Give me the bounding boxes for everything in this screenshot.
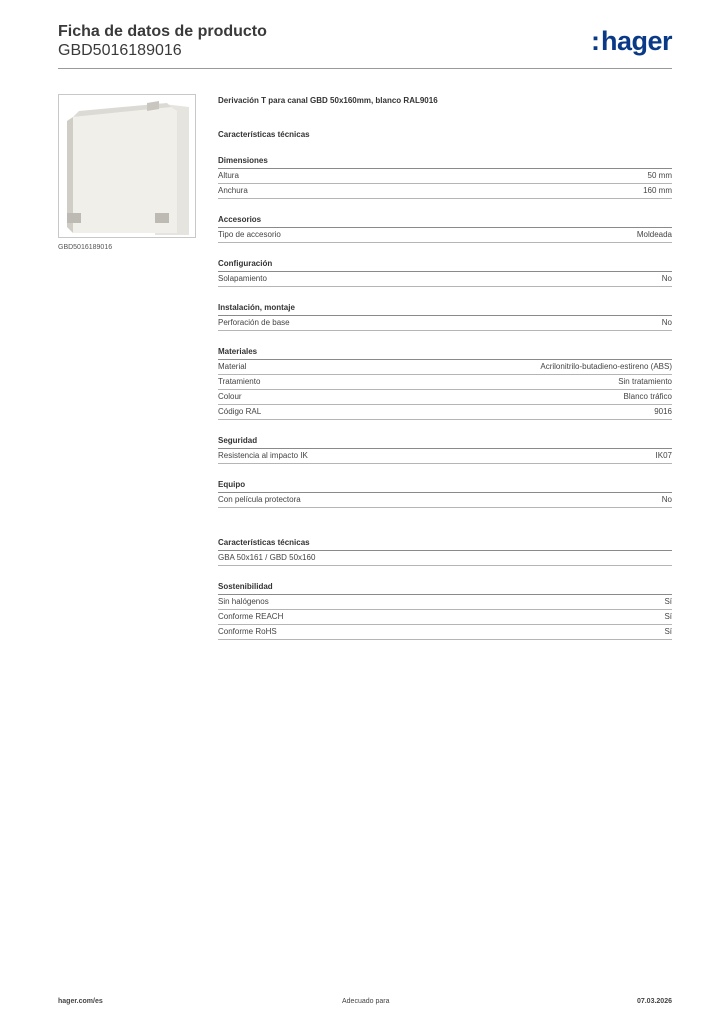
section-dimensions	[218, 156, 672, 199]
section-title: Materiales	[218, 347, 672, 360]
section-safety	[218, 436, 672, 464]
spec-row: Material Acrilonitrilo-butadieno-estireno (ABS)	[218, 360, 672, 375]
spec-row: Perforación de base No	[218, 316, 672, 331]
section-equipment	[218, 480, 672, 508]
spec-row: Tipo de accesorio Moldeada	[218, 228, 672, 243]
section-accessories	[218, 215, 672, 243]
footer-suitable-for: Adecuado para	[342, 998, 390, 1005]
product-image	[58, 94, 196, 238]
product-code: GBD5016189016	[58, 42, 182, 59]
spec-row: Tratamiento Sin tratamiento	[218, 375, 672, 390]
footer-date: 07.03.2026	[636, 998, 672, 1005]
section-title: Sostenibilidad	[218, 582, 672, 595]
section-title: Instalación, montaje	[218, 303, 672, 316]
spec-row: Conforme REACH Sí	[218, 610, 672, 625]
section-compatibility	[218, 538, 672, 566]
footer-website: hager.com/es	[58, 998, 103, 1005]
product-description: Derivación T para canal GBD 50x160mm, blanco RAL9016	[218, 96, 438, 105]
technical-characteristics-heading: Características técnicas	[218, 130, 310, 139]
spec-row: Sin halógenos Sí	[218, 595, 672, 610]
spec-row: Solapamiento No	[218, 272, 672, 287]
section-title: Dimensiones	[218, 156, 672, 169]
section-sustainability	[218, 582, 672, 640]
spec-row: Código RAL 9016	[218, 405, 672, 420]
section-title: Configuración	[218, 259, 672, 272]
section-installation	[218, 303, 672, 331]
spec-row: GBA 50x161 / GBD 50x160	[218, 551, 672, 566]
image-caption: GBD5016189016	[58, 244, 113, 251]
page-header	[58, 22, 672, 60]
section-configuration	[218, 259, 672, 287]
section-title: Equipo	[218, 480, 672, 493]
section-title: Seguridad	[218, 436, 672, 449]
spec-row: Resistencia al impacto IK IK07	[218, 449, 672, 464]
spec-row: Altura 50 mm	[218, 169, 672, 184]
section-title: Accesorios	[218, 215, 672, 228]
section-title: Características técnicas	[218, 538, 672, 551]
spec-row: Colour Blanco tráfico	[218, 390, 672, 405]
spec-row: Con película protectora No	[218, 493, 672, 508]
spec-row: Anchura 160 mm	[218, 184, 672, 199]
document-title: Ficha de datos de producto	[58, 23, 267, 40]
spec-row: Conforme RoHS Sí	[218, 625, 672, 640]
header-divider	[58, 68, 672, 69]
section-materials	[218, 347, 672, 420]
hager-logo: :hager	[590, 26, 672, 56]
datasheet-content	[218, 96, 672, 640]
